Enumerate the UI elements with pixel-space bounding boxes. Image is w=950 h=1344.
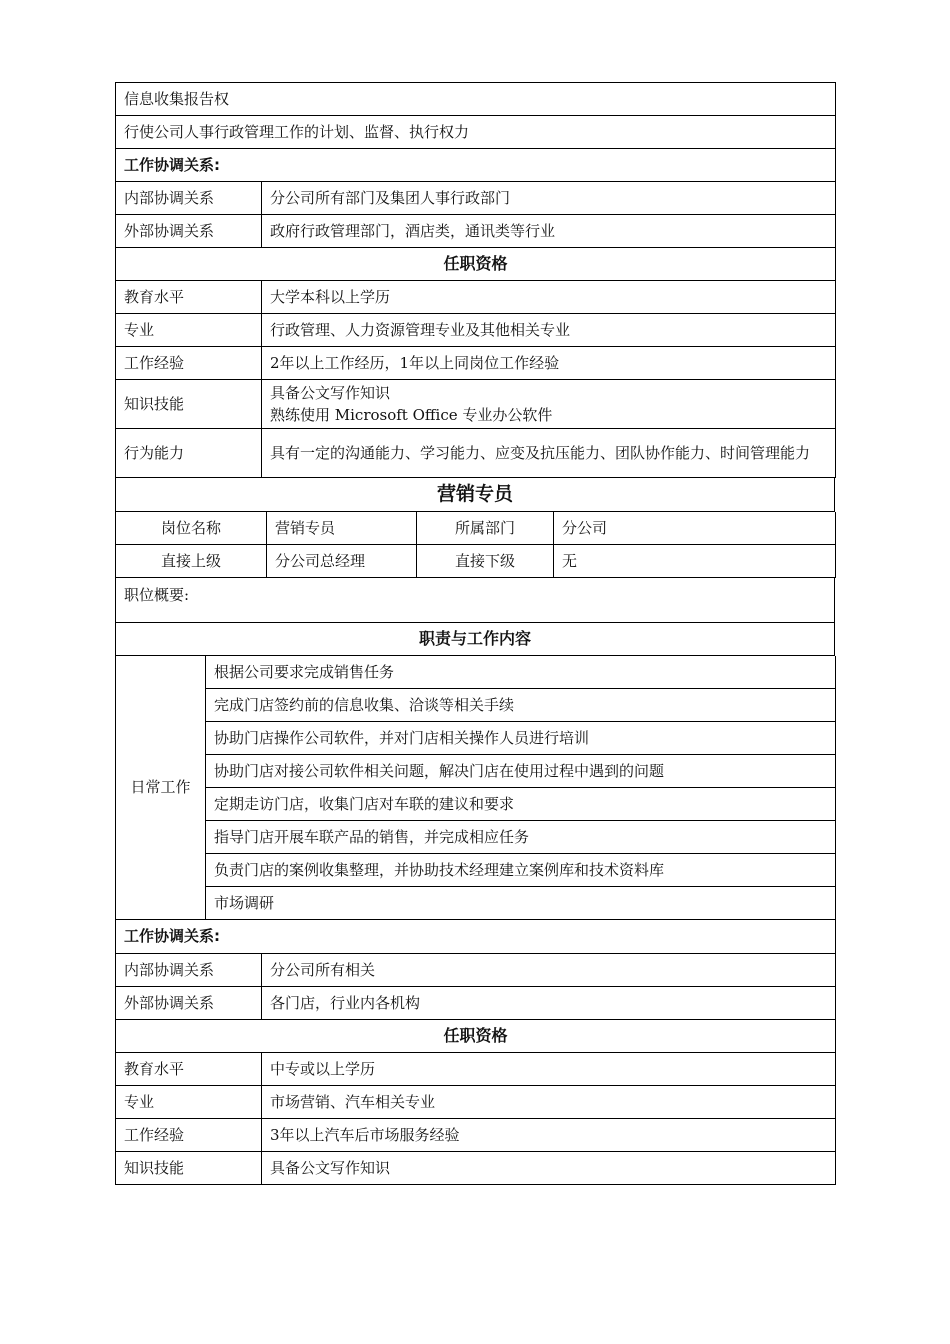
qual-value: 大学本科以上学历 xyxy=(262,281,836,314)
duties-table xyxy=(115,656,836,921)
qual-label: 专业 xyxy=(116,1085,262,1118)
qual-value: 3年以上汽车后市场服务经验 xyxy=(262,1118,836,1151)
qual-label: 工作经验 xyxy=(116,347,262,380)
skills-line: 具备公文写作知识 xyxy=(270,384,391,402)
behavior-label: 行为能力 xyxy=(116,429,262,478)
supervisor-label: 直接上级 xyxy=(116,545,267,578)
position-title: 营销专员 xyxy=(116,478,835,511)
qual-label: 教育水平 xyxy=(116,1052,262,1085)
skills-line: 熟练使用 Microsoft Office 专业办公软件 xyxy=(270,406,553,424)
right-item: 信息收集报告权 xyxy=(116,83,836,116)
behavior-value: 具有一定的沟通能力、学习能力、应变及抗压能力、团队协作能力、时间管理能力 xyxy=(262,429,836,478)
position-info-table xyxy=(115,512,836,579)
duty-item: 指导门店开展车联产品的销售，并完成相应任务 xyxy=(206,821,836,854)
skills-label: 知识技能 xyxy=(116,380,262,429)
coord-header: 工作协调关系: xyxy=(116,920,836,953)
qual-value: 2年以上工作经历，1年以上同岗位工作经验 xyxy=(262,347,836,380)
duty-item: 定期走访门店，收集门店对车联的建议和要求 xyxy=(206,788,836,821)
summary-label: 职位概要: xyxy=(116,578,835,622)
qual-value: 具备公文写作知识 xyxy=(262,1151,836,1184)
skills-value xyxy=(262,380,836,429)
dept-value: 分公司 xyxy=(554,512,836,545)
qualification-header: 任职资格 xyxy=(116,1019,836,1052)
coord-value: 各门店，行业内各机构 xyxy=(262,986,836,1019)
supervisor-value: 分公司总经理 xyxy=(267,545,417,578)
qual-label: 专业 xyxy=(116,314,262,347)
duty-item: 协助门店对接公司软件相关问题，解决门店在使用过程中遇到的问题 xyxy=(206,755,836,788)
qual-value: 中专或以上学历 xyxy=(262,1052,836,1085)
qual-label: 教育水平 xyxy=(116,281,262,314)
duties-header: 职责与工作内容 xyxy=(116,622,835,655)
coord-value: 分公司所有相关 xyxy=(262,953,836,986)
coord-label: 内部协调关系 xyxy=(116,182,262,215)
qualification-header: 任职资格 xyxy=(116,248,836,281)
qual-value: 市场营销、汽车相关专业 xyxy=(262,1085,836,1118)
subordinate-label: 直接下级 xyxy=(417,545,554,578)
subordinate-value: 无 xyxy=(554,545,836,578)
duty-item: 根据公司要求完成销售任务 xyxy=(206,656,836,689)
summary-table xyxy=(115,578,835,656)
post-label: 岗位名称 xyxy=(116,512,267,545)
duty-item: 市场调研 xyxy=(206,887,836,920)
qual-value: 行政管理、人力资源管理专业及其他相关专业 xyxy=(262,314,836,347)
right-item: 行使公司人事行政管理工作的计划、监督、执行权力 xyxy=(116,116,836,149)
daily-work-label: 日常工作 xyxy=(116,656,206,920)
marketing-coord-qual-table xyxy=(115,920,836,1185)
coord-header: 工作协调关系: xyxy=(116,149,836,182)
dept-label: 所属部门 xyxy=(417,512,554,545)
duty-item: 协助门店操作公司软件，并对门店相关操作人员进行培训 xyxy=(206,722,836,755)
coord-label: 外部协调关系 xyxy=(116,215,262,248)
duty-item: 负责门店的案例收集整理，并协助技术经理建立案例库和技术资料库 xyxy=(206,854,836,887)
qual-label: 工作经验 xyxy=(116,1118,262,1151)
coord-value: 政府行政管理部门，酒店类，通讯类等行业 xyxy=(262,215,836,248)
post-value: 营销专员 xyxy=(267,512,417,545)
job-description-document xyxy=(115,82,835,1185)
admin-position-table xyxy=(115,82,836,478)
marketing-position-title-table xyxy=(115,478,835,512)
qual-label: 知识技能 xyxy=(116,1151,262,1184)
duty-item: 完成门店签约前的信息收集、洽谈等相关手续 xyxy=(206,689,836,722)
coord-label: 外部协调关系 xyxy=(116,986,262,1019)
coord-value: 分公司所有部门及集团人事行政部门 xyxy=(262,182,836,215)
coord-label: 内部协调关系 xyxy=(116,953,262,986)
